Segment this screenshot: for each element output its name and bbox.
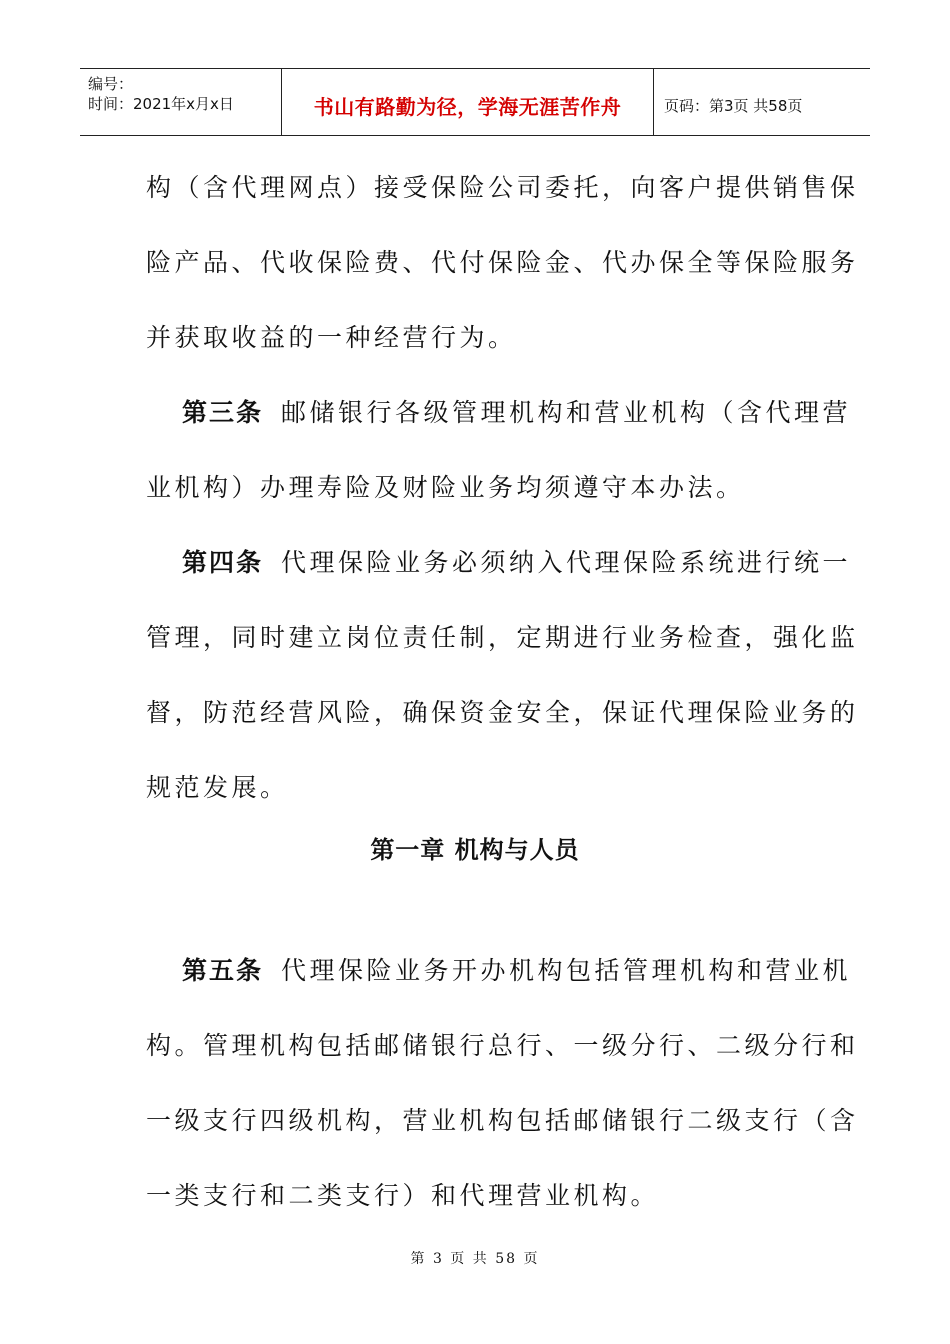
- document-time-label: 时间：2021年x月x日: [88, 95, 234, 113]
- header-page-info: 页码：第3页 共58页: [664, 96, 803, 115]
- paragraph-line: 险产品、代收保险费、代付保险金、代办保全等保险服务: [146, 248, 859, 277]
- document-number-label: 编号：: [88, 75, 134, 93]
- paragraph-line: 督，防范经营风险，确保资金安全，保证代理保险业务的: [146, 698, 859, 727]
- document-body-top: [146, 150, 859, 825]
- paragraph-line: 业机构）办理寿险及财险业务均须遵守本办法。: [146, 473, 745, 502]
- document-body-bottom: [146, 933, 859, 1233]
- paragraph-line: 构。管理机构包括邮储银行总行、一级分行、二级分行和: [146, 1031, 859, 1060]
- paragraph-line: 规范发展。: [146, 773, 289, 802]
- chapter-title: 第一章 机构与人员: [370, 836, 580, 864]
- page-header: [80, 68, 870, 136]
- article-4-line: 第四条 代理保险业务必须纳入代理保险系统进行统一: [182, 548, 852, 577]
- paragraph-line: 一类支行和二类支行）和代理营业机构。: [146, 1181, 660, 1210]
- header-motto-cell: [282, 69, 654, 135]
- page-footer: 第 3 页 共 58 页: [410, 1251, 540, 1267]
- article-5-line: 第五条 代理保险业务开办机构包括管理机构和营业机: [182, 956, 852, 985]
- article-3-heading: 第三条: [182, 398, 264, 427]
- article-5-heading: 第五条: [182, 956, 264, 985]
- paragraph-line: 一级支行四级机构，营业机构包括邮储银行二级支行（含: [146, 1106, 859, 1135]
- paragraph-line: 并获取收益的一种经营行为。: [146, 323, 517, 352]
- article-3-line: 第三条 邮储银行各级管理机构和营业机构（含代理营: [182, 398, 852, 427]
- header-motto: 书山有路勤为径，学海无涯苦作舟: [313, 94, 622, 119]
- paragraph-line: 构（含代理网点）接受保险公司委托，向客户提供销售保: [146, 173, 859, 202]
- header-meta: [80, 69, 282, 135]
- article-4-heading: 第四条: [182, 548, 264, 577]
- paragraph-line: 管理，同时建立岗位责任制，定期进行业务检查，强化监: [146, 623, 859, 652]
